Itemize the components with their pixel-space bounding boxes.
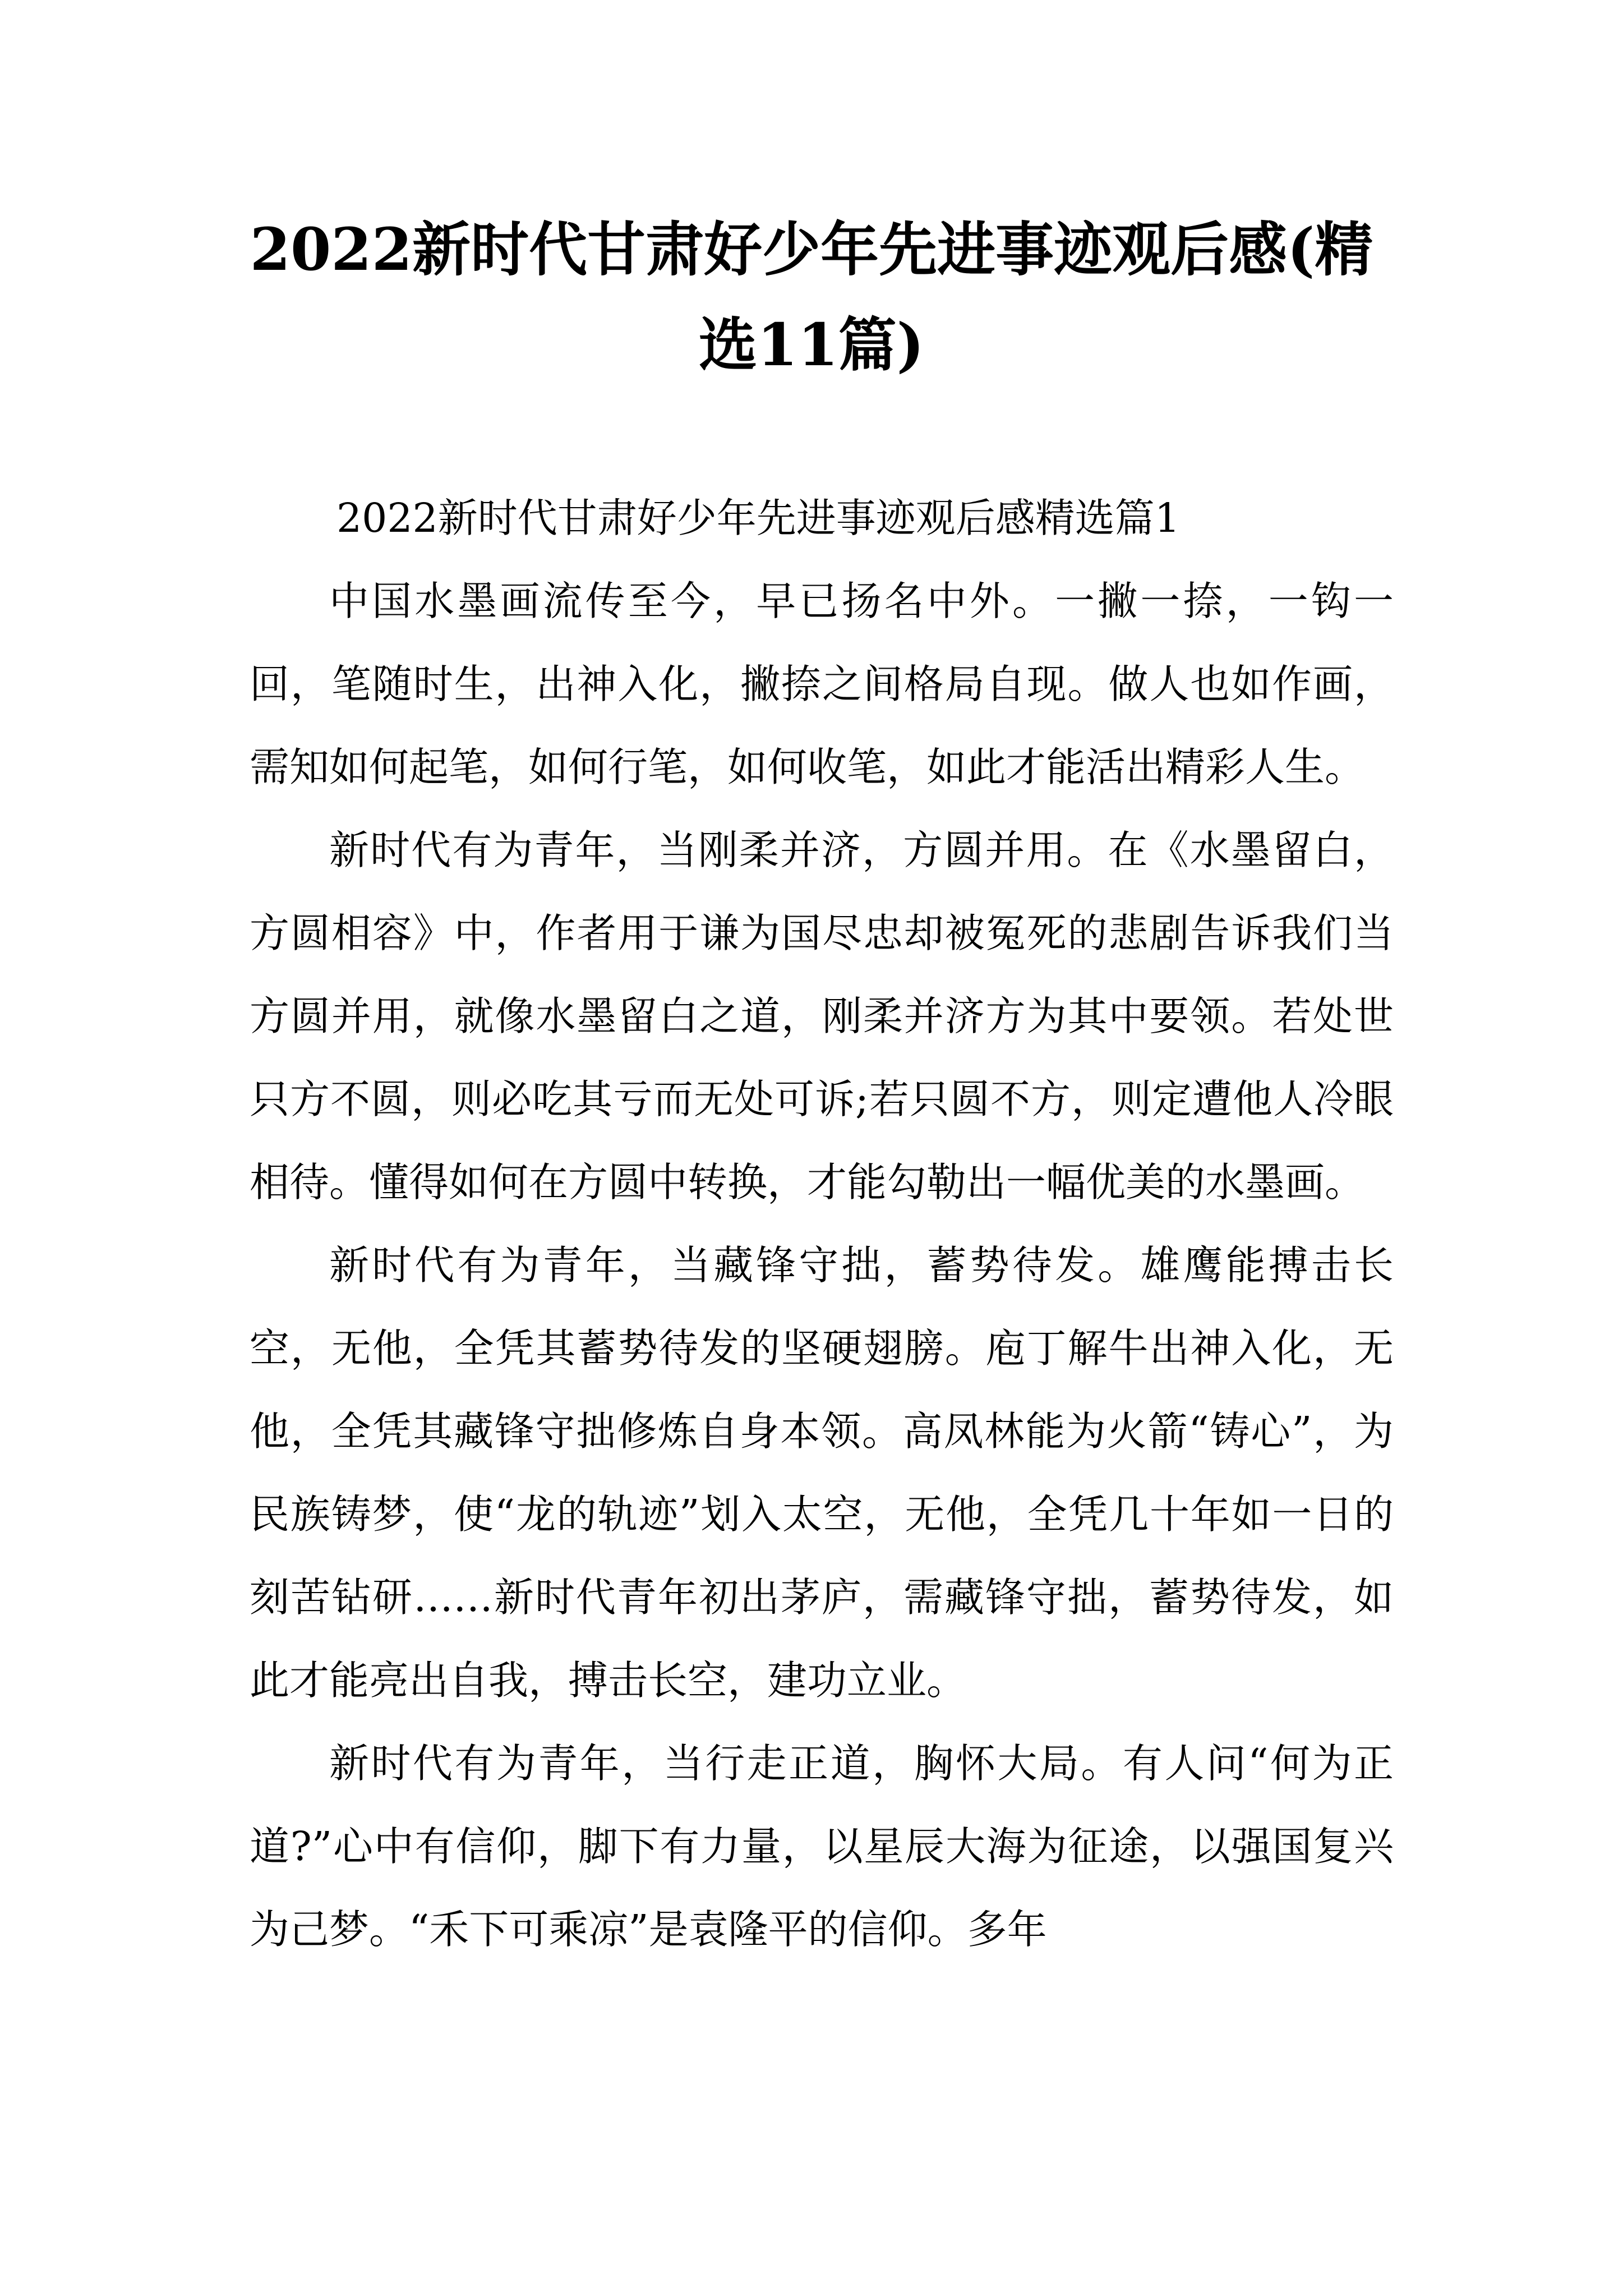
document-title: 2022新时代甘肃好少年先进事迹观后感(精选11篇)	[250, 215, 1373, 379]
paragraph: 中国水墨画流传至今，早已扬名中外。一撇一捺，一钩一回，笔随时生，出神入化，撇捺之间格局自现。做人也如作画，需知如何起笔，如何行笔，如何收笔，如此才能活出精彩人生。	[250, 578, 1394, 790]
paragraph: 新时代有为青年，当行走正道，胸怀大局。有人问“何为正道?”心中有信仰，脚下有力量，以星辰大海为征途，以强国复兴为己梦。“禾下可乘凉”是袁隆平的信仰。多年	[250, 1740, 1394, 1953]
section-heading: 2022新时代甘肃好少年先进事迹观后感精选篇1	[336, 495, 1180, 541]
document-body	[250, 477, 1394, 1971]
paragraph: 新时代有为青年，当藏锋守拙，蓄势待发。雄鹰能搏击长空，无他，全凭其蓄势待发的坚硬翅膀。庖丁解牛出神入化，无他，全凭其藏锋守拙修炼自身本领。高凤林能为火箭“铸心”，为民族铸梦，使“龙的轨迹”划入太空，无他，全凭几十年如一日的刻苦钻研……新时代青年初出茅庐，需藏锋守拙，蓄势待发，如此才能亮出自我，搏击长空，建功立业。	[250, 1242, 1394, 1704]
paragraph: 新时代有为青年，当刚柔并济，方圆并用。在《水墨留白，方圆相容》中，作者用于谦为国尽忠却被冤死的悲剧告诉我们当方圆并用，就像水墨留白之道，刚柔并济方为其中要领。若处世只方不圆，则必吃其亏而无处可诉;若只圆不方，则定遭他人冷眼相待。懂得如何在方圆中转换，才能勾勒出一幅优美的水墨画。	[250, 827, 1394, 1205]
